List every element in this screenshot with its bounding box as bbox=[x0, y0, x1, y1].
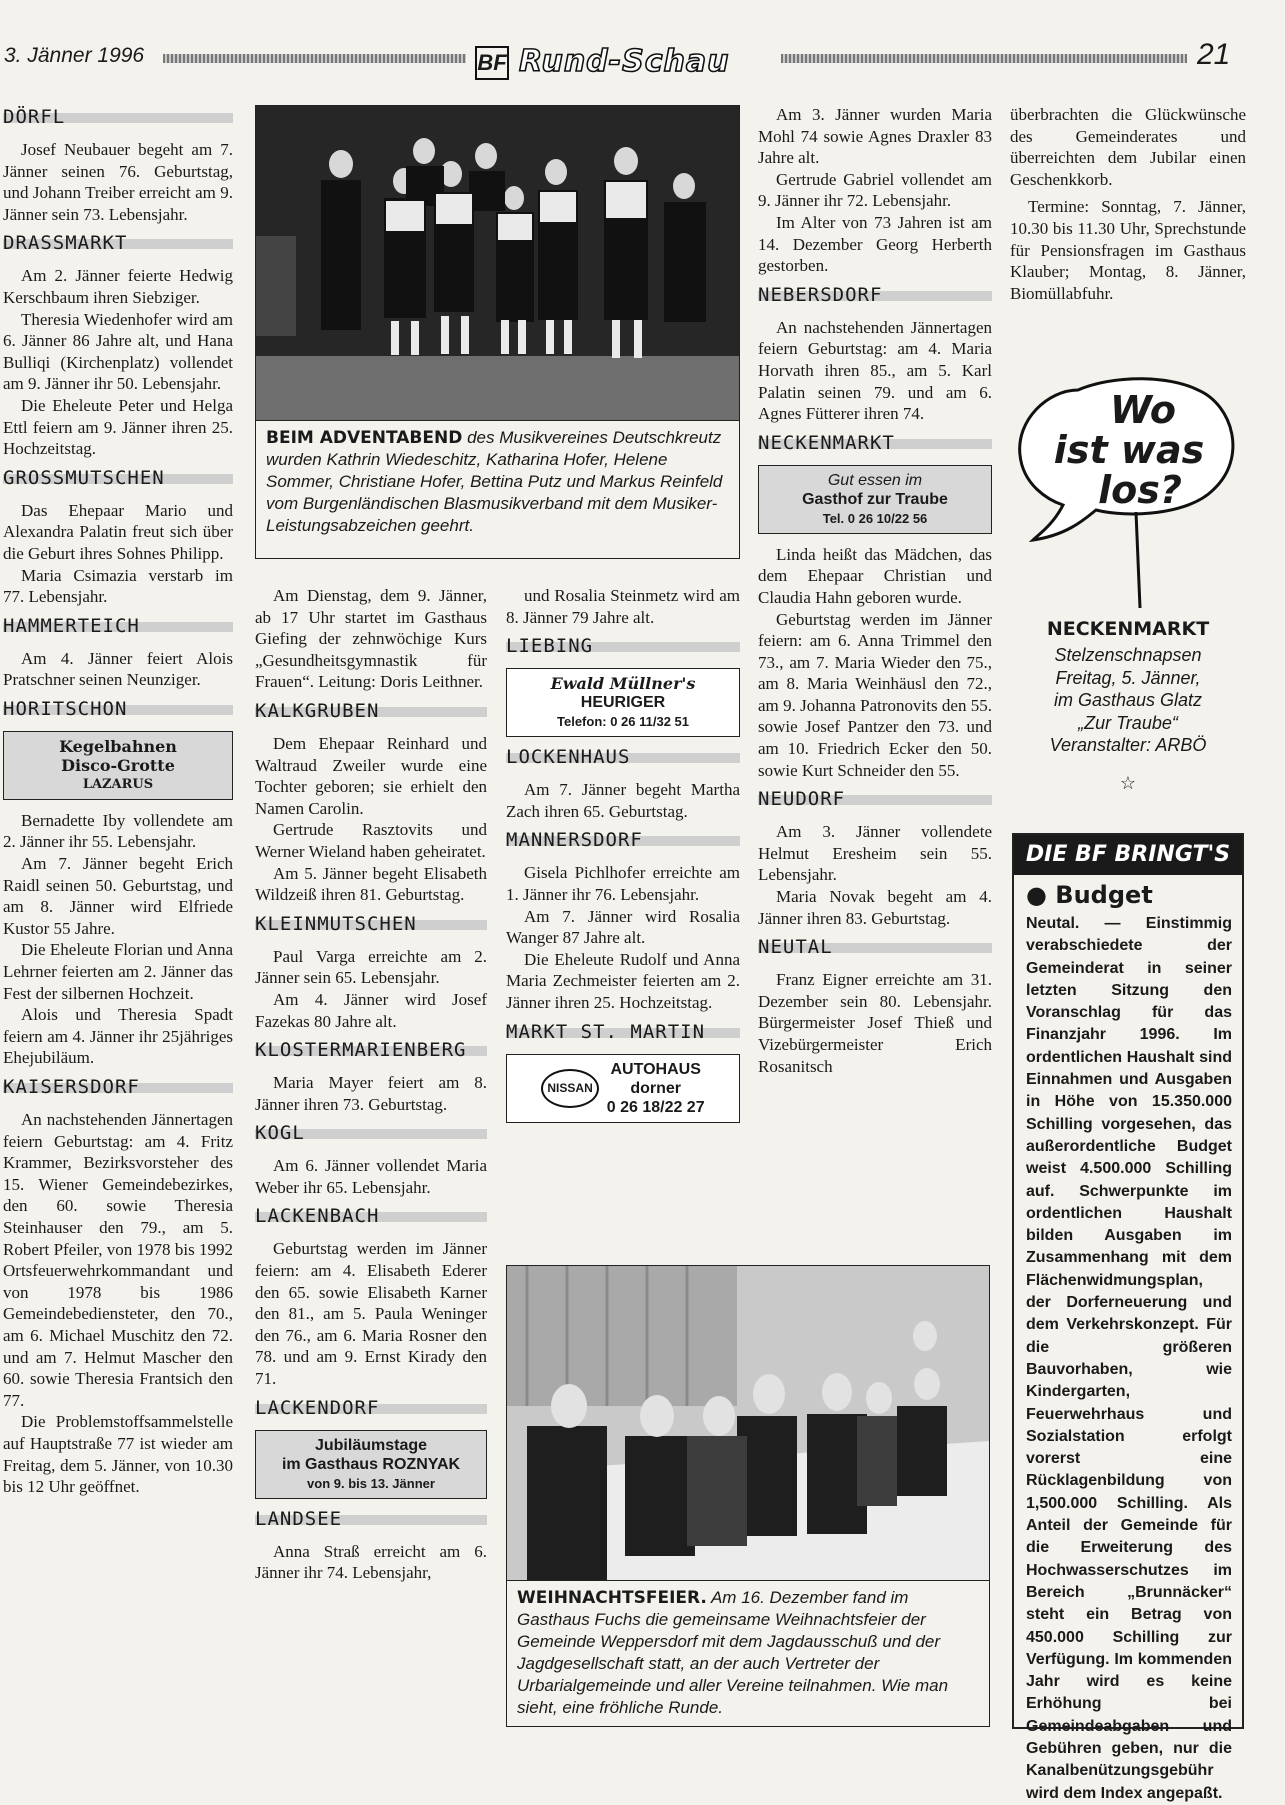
paragraph: Am 6. Jänner vollendet Maria Weber ihr 65. Lebensjahr. bbox=[255, 1156, 487, 1197]
caption-text: Am 16. Dezember fand im Gasthaus Fuchs die gemeinsame Weihnachtsfeier der Gemeinde Weppersdorf mit dem Jagdausschuß und der Jagdgesellschaft statt, an der auch Vertreter der Urbarialgemeinde und aller Vereine teilnahmen. Wie man sieht, eine fröhliche Runde. bbox=[517, 1588, 949, 1717]
ad-line: Telefon: 0 26 11/32 51 bbox=[557, 714, 689, 730]
column-5 bbox=[1010, 104, 1246, 304]
nissan-logo: NISSAN bbox=[541, 1069, 598, 1108]
masthead-logo bbox=[475, 46, 773, 80]
paragraph: Termine: Sonntag, 7. Jänner, 10.30 bis 11.30 Uhr, Sprechstunde für Pensionsfragen im Gasthaus Klauber; Montag, 8. Jänner, Biomüllabfuhr. bbox=[1010, 197, 1246, 303]
page-header bbox=[0, 0, 1285, 95]
paragraph: Am 7. Jänner wird Rosalia Wanger 87 Jahre alt. bbox=[506, 906, 740, 948]
ad-line: AUTOHAUS bbox=[610, 1060, 701, 1078]
paragraph: Dem Ehepaar Reinhard und Waltraud Zweiler wurde eine Tochter geboren; sie erhielt den Namen Carolin. bbox=[255, 733, 487, 818]
wo-ist-was-los-box bbox=[1008, 350, 1252, 610]
wo-line-3: los? bbox=[1098, 468, 1182, 512]
ad-line: von 9. bis 13. Jänner bbox=[307, 1475, 435, 1491]
section-heading-label: LIEBING bbox=[506, 635, 594, 658]
section-heading-label: NEUTAL bbox=[758, 936, 833, 959]
paragraph: Am 3. Jänner wurden Maria Mohl 74 sowie Agnes Draxler 83 Jahre alt. bbox=[758, 105, 992, 168]
ad-text bbox=[607, 1060, 705, 1117]
section-heading-label: LACKENDORF bbox=[255, 1396, 380, 1419]
paragraph: Am 2. Jänner feierte Hedwig Kerschbaum ihren Siebziger. bbox=[3, 266, 233, 307]
bf-logo: BF bbox=[475, 46, 509, 80]
paragraph: Die Problemstoffsammelstelle auf Hauptstraße 77 ist wieder am Freitag, dem 5. Jänner, von 10.30 bis 12 Uhr geöffnet. bbox=[3, 1412, 233, 1497]
section-heading bbox=[255, 701, 487, 723]
photo-adventabend-caption bbox=[255, 421, 740, 559]
bringts-topic-label: Budget bbox=[1055, 881, 1153, 909]
ad-line: Tel. 0 26 10/22 56 bbox=[822, 510, 928, 526]
ad-line: Gut essen im bbox=[827, 471, 923, 489]
section-heading bbox=[255, 1040, 487, 1062]
page-number: 21 bbox=[1197, 38, 1231, 71]
section-heading bbox=[255, 914, 487, 936]
column-4 bbox=[758, 104, 992, 1077]
section-heading bbox=[758, 285, 992, 307]
photo-weihnachtsfeier-caption bbox=[506, 1581, 990, 1727]
bringts-text: Neutal. — Einstimmig verabschiedete der Gemeinderat in seiner letzten Sitzung den Voranschlag für das Finanzjahr 1996. Im ordentlichen Haushalt sind Einnahmen und Ausgaben in Höhe von 15.350.000 Schilling vorgesehen, das außerordentliche Budget weist 4.500.000 Schilling auf. Schwerpunkte im ordentlichen Haushalt bilden Ausgaben im Zusammenhang mit dem Flächenwidmungsplan, der Dorferneuerung und dem Verkehrskonzept. Für die größeren Bauvorhaben, wie Kindergarten, Feuerwehrhaus und Sozialstation erfolgt vorerst eine Rücklagenbildung von 1,500.000 Schilling. Als Anteil der Gemeinde für die Erweiterung des Hochwasserschutzes im Bereich „Brunnäcker“ steht ein Betrag von 450.000 Schilling zur Verfügung. Im kommenden Jahr wird es keine Erhöhung bei Gemeindeabgaben und Gebühren geben, nur die Kanalbenützungsgebühr wird dem Index angepaßt. bbox=[1026, 915, 1232, 1802]
event-line: „Zur Traube“ bbox=[1078, 712, 1178, 733]
paragraph: Bernadette Iby vollendete am 2. Jänner ihr 55. Lebensjahr. bbox=[3, 810, 233, 852]
paragraph: Am 4. Jänner wird Josef Fazekas 80 Jahre alt. bbox=[255, 989, 487, 1031]
advertisement bbox=[758, 465, 992, 534]
column-3 bbox=[506, 585, 740, 1133]
event-place: NECKENMARKT bbox=[1046, 618, 1210, 640]
event-line: Stelzenschnapsen bbox=[1054, 645, 1202, 665]
paragraph: Die Eheleute Florian und Anna Lehrner feierten am 2. Jänner das Fest der silbernen Hochzeit. bbox=[3, 940, 233, 1003]
section-heading-label: GROSSMUTSCHEN bbox=[3, 466, 165, 489]
section-heading bbox=[758, 937, 992, 959]
paragraph: Anna Straß erreicht am 6. Jänner ihr 74. Lebensjahr, bbox=[255, 1541, 487, 1583]
section-heading bbox=[506, 636, 740, 658]
ad-line: Jubiläumstage bbox=[314, 1436, 428, 1454]
section-heading-label: DRASSMARKT bbox=[3, 232, 128, 255]
wo-line-1: Wo bbox=[1110, 388, 1176, 432]
paragraph: Franz Eigner erreichte am 31. Dezember sein 80. Lebensjahr. Bürgermeister Josef Thieß und Vizebürgermeister Erich Rosanitsch bbox=[758, 970, 992, 1076]
header-rule-right bbox=[781, 54, 1187, 63]
advertisement bbox=[3, 731, 233, 800]
ad-line: LAZARUS bbox=[82, 776, 154, 792]
ad-line: im Gasthaus ROZNYAK bbox=[281, 1455, 461, 1473]
section-heading-label: DÖRFL bbox=[3, 106, 66, 128]
paragraph: Am 4. Jänner feiert Alois Pratschner seinen Neunziger. bbox=[3, 648, 233, 690]
paragraph: Die Eheleute Rudolf und Anna Maria Zechmeister feierten am 2. Jänner ihren 25. Hochzeitstag. bbox=[506, 949, 740, 1012]
ad-line: Ewald Müllner's bbox=[550, 674, 696, 694]
photo-group-image bbox=[256, 106, 740, 421]
paragraph: Am Dienstag, dem 9. Jänner, ab 17 Uhr startet im Gasthaus Giefing der zehnwöchige Kurs „Gesundheitsgymnastik für Frauen“. Leitung: Doris Leithner. bbox=[255, 586, 487, 692]
paragraph: Gertrude Gabriel vollendet am 9. Jänner ihr 72. Lebensjahr. bbox=[758, 169, 992, 211]
paragraph: Am 3. Jänner vollendete Helmut Eresheim sein 55. Lebensjahr. bbox=[758, 822, 992, 885]
paragraph: Alois und Theresia Spadt feiern am 4. Jänner ihr 25jähriges Ehejubiläum. bbox=[3, 1005, 233, 1068]
column-1 bbox=[3, 99, 233, 1498]
ad-line: HEURIGER bbox=[580, 694, 666, 712]
paragraph: Geburtstag werden im Jänner feiern: am 4. Elisabeth Ederer den 65. sowie Elisabeth Karner den 81., am 5. Paula Weninger den 76., am 6. Maria Rosner den 78. und am 9. Ernst Kirady den 71. bbox=[255, 1239, 487, 1389]
wo-line-2: ist was bbox=[1053, 428, 1205, 472]
section-heading bbox=[255, 1206, 487, 1228]
bf-bringts-box bbox=[1012, 833, 1244, 1802]
section-heading bbox=[758, 789, 992, 811]
paragraph: Maria Mayer feiert am 8. Jänner ihren 73. Geburtstag. bbox=[255, 1073, 487, 1114]
section-heading bbox=[506, 747, 740, 769]
paragraph: Josef Neubauer begeht am 7. Jänner seinen 76. Geburtstag, und Johann Treiber erreicht am 9. Jänner sein 73. Lebensjahr. bbox=[3, 140, 233, 224]
paragraph: überbrachten die Glückwünsche des Gemeinderates und überreichten dem Jubilar einen Geschenkkorb. bbox=[1010, 105, 1246, 189]
advertisement bbox=[506, 668, 740, 737]
paragraph: An nachstehenden Jännertagen feiern Geburtstag: am 4. Fritz Krammer, Bezirksvorsteher des 15. Wiener Gemeindebezirkes, den 60. sowie Theresia Steinhauser den 79., am 5. Robert Pfeiler, von 1978 bis 1992 Ortsfeuerwehrkommandant und von 1978 bis 1986 Gemeindebediensteter, den 70., am 6. Michael Muschitz den 72. und am 7. Helmut Mascher den 60. sowie Theresia Frantsich den 77. bbox=[3, 1110, 233, 1410]
paragraph: Geburtstag werden im Jänner feiern: am 6. Anna Trimmel den 73., am 7. Maria Wieder den 75., am 8. Maria Weinhäusl den 72., am 9. Johanna Patronovits den 55. sowie Josef Pantzer den 73. und am 10. Friedrich Ecker den 50. sowie Kurt Schneider den 55. bbox=[758, 609, 992, 780]
paragraph: Gertrude Rasztovits und Werner Wieland haben geheiratet. bbox=[255, 820, 487, 861]
section-heading-label: NEUDORF bbox=[758, 788, 846, 811]
photo-adventabend bbox=[255, 105, 740, 421]
section-heading-label: LACKENBACH bbox=[255, 1205, 380, 1228]
caption-lead: BEIM ADVENTABEND bbox=[266, 428, 463, 448]
star-icon: ☆ bbox=[1119, 772, 1137, 793]
header-rule-left bbox=[163, 54, 466, 63]
section-heading bbox=[506, 1022, 740, 1044]
section-heading bbox=[255, 1398, 487, 1420]
section-heading-label: MARKT ST. MARTIN bbox=[506, 1020, 706, 1043]
rund-schau-logo: Rund-Schau bbox=[519, 44, 730, 79]
section-heading bbox=[3, 1077, 233, 1099]
photo-dinner-image bbox=[507, 1266, 990, 1581]
advertisement bbox=[506, 1054, 740, 1123]
paragraph: Paul Varga erreichte am 2. Jänner sein 65. Lebensjahr. bbox=[255, 946, 487, 988]
section-heading-label: KLEINMUTSCHEN bbox=[255, 912, 417, 935]
section-heading-label: KOGL bbox=[255, 1122, 305, 1145]
section-heading-label: LANDSEE bbox=[255, 1507, 343, 1530]
section-heading-label: KAISERSDORF bbox=[3, 1076, 140, 1098]
paragraph: Maria Csimazia verstarb im 77. Lebensjahr. bbox=[3, 565, 233, 607]
paragraph: Am 5. Jänner begeht Elisabeth Wildzeiß ihren 81. Geburtstag. bbox=[255, 863, 487, 905]
ad-line: dorner bbox=[630, 1079, 681, 1097]
paragraph: An nachstehenden Jännertagen feiern Geburtstag: am 4. Maria Horvath ihren 85., am 5. Karl Palatin seinen 79. und am 6. Agnes Fütterer ihren 74. bbox=[758, 317, 992, 424]
paragraph: Das Ehepaar Mario und Alexandra Palatin freut sich über die Geburt ihres Sohnes Philipp. bbox=[3, 500, 233, 563]
section-heading bbox=[758, 433, 992, 455]
paragraph: Am 7. Jänner begeht Erich Raidl seinen 50. Geburtstag, und am 8. Jänner wird Elfriede Kustor 55 Jahre. bbox=[3, 854, 233, 938]
paragraph: Im Alter von 73 Jahren ist am 14. Dezember Georg Herberth gestorben. bbox=[758, 212, 992, 276]
ad-line: Disco-Grotte bbox=[61, 755, 175, 775]
section-heading bbox=[3, 616, 233, 638]
section-heading-label: HAMMERTEICH bbox=[3, 614, 140, 637]
paragraph: und Rosalia Steinmetz wird am 8. Jänner 79 Jahre alt. bbox=[506, 586, 740, 627]
paragraph: Linda heißt das Mädchen, das dem Ehepaar Christian und Claudia Hahn geboren wurde. bbox=[758, 544, 992, 607]
event-listing bbox=[1012, 618, 1244, 794]
section-heading-label: MANNERSDORF bbox=[506, 829, 643, 852]
section-heading bbox=[255, 1123, 487, 1145]
section-heading-label: NEBERSDORF bbox=[758, 283, 883, 306]
event-line: im Gasthaus Glatz bbox=[1053, 690, 1203, 710]
section-heading bbox=[506, 830, 740, 852]
bullet-icon: ● bbox=[1026, 881, 1056, 909]
paragraph: Maria Novak begeht am 4. Jänner ihren 83. Geburtstag. bbox=[758, 887, 992, 928]
ad-line: Gasthof zur Traube bbox=[802, 490, 948, 508]
paragraph: Am 7. Jänner begeht Martha Zach ihren 65. Geburtstag. bbox=[506, 780, 740, 821]
section-heading bbox=[3, 107, 233, 129]
bringts-title: DIE BF BRINGT'S bbox=[1014, 835, 1242, 875]
section-heading bbox=[3, 699, 233, 721]
section-heading bbox=[3, 468, 233, 490]
event-line: Veranstalter: ARBÖ bbox=[1049, 735, 1207, 755]
issue-date: 3. Jänner 1996 bbox=[4, 44, 145, 67]
ad-line: Kegelbahnen bbox=[59, 736, 177, 756]
paragraph: Gisela Pichlhofer erreichte am 1. Jänner ihr 76. Lebensjahr. bbox=[506, 863, 740, 904]
caption-text: des Musikvereines Deutschkreutz wurden Kathrin Wiedeschitz, Katharina Hofer, Helene Sommer, Christiane Hofer, Bettina Putz und Markus Reinfeld vom Burgenländischen Blasmusikverband mit dem Musiker-Leistungsabzeichen geehrt. bbox=[266, 428, 723, 535]
section-heading-label: KLOSTERMARIENBERG bbox=[255, 1039, 467, 1062]
section-heading bbox=[255, 1509, 487, 1531]
paragraph: Die Eheleute Peter und Helga Ettl feiern am 9. Jänner ihren 25. Hochzeitstag. bbox=[3, 395, 233, 459]
photo-weihnachtsfeier bbox=[506, 1265, 990, 1581]
section-heading-label: NECKENMARKT bbox=[758, 431, 895, 454]
ad-line: 0 26 18/22 27 bbox=[606, 1098, 705, 1116]
advertisement bbox=[255, 1430, 487, 1499]
caption-lead: WEIHNACHTSFEIER. bbox=[517, 1588, 707, 1608]
section-heading-label: LOCKENHAUS bbox=[506, 746, 631, 769]
section-heading bbox=[3, 233, 233, 255]
section-heading-label: HORITSCHON bbox=[3, 697, 128, 720]
section-heading-label: KALKGRUBEN bbox=[255, 699, 380, 722]
bringts-topic bbox=[1014, 875, 1242, 913]
event-line: Freitag, 5. Jänner, bbox=[1055, 667, 1201, 688]
paragraph: Theresia Wiedenhofer wird am 6. Jänner 86 Jahre alt, und Hana Bulliqi (Kirchenplatz) vollendet am 9. Jänner ihr 50. Lebensjahr. bbox=[3, 309, 233, 394]
column-2 bbox=[255, 585, 487, 1584]
